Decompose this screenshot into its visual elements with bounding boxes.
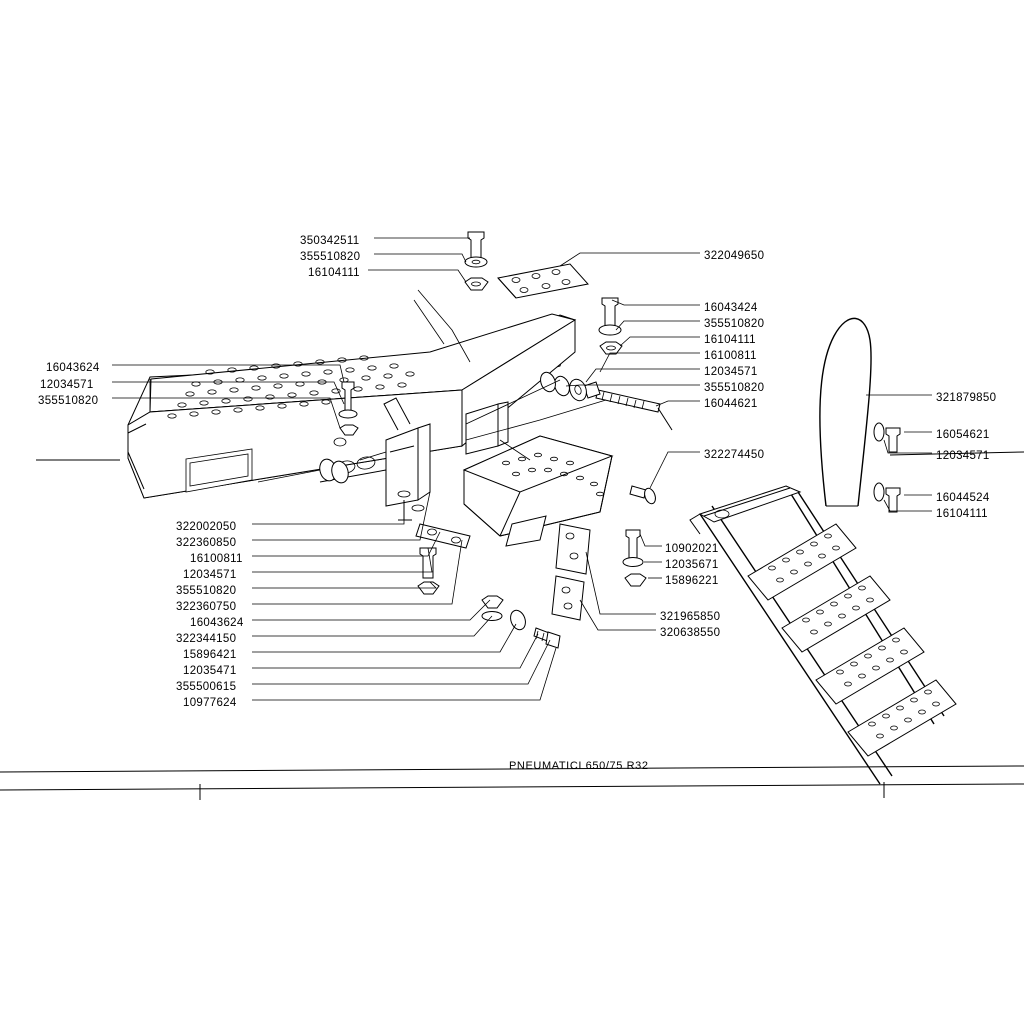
part-label: 12034571 [183, 569, 237, 581]
top-bolt-stack-icon [465, 232, 488, 290]
part-label: 10902021 [665, 543, 719, 555]
part-label: 16043624 [190, 617, 244, 629]
part-label: 322049650 [704, 250, 765, 262]
handrail-bolt-icon [874, 423, 900, 512]
mounting-strip-icon [498, 264, 588, 298]
part-label: 10977624 [183, 697, 237, 709]
part-label: 322274450 [704, 449, 765, 461]
part-label: 12034571 [704, 366, 758, 378]
part-label: 16044524 [936, 492, 990, 504]
part-label: 322002050 [176, 521, 237, 533]
part-label: 12035671 [665, 559, 719, 571]
side-bracket-icon [552, 524, 590, 620]
part-label: 16104111 [308, 267, 360, 279]
part-label: 15896421 [183, 649, 237, 661]
part-label: 12034571 [40, 379, 94, 391]
part-label: 322360750 [176, 601, 237, 613]
part-label: 321965850 [660, 611, 721, 623]
part-label: 322344150 [176, 633, 237, 645]
part-label: 355510820 [38, 395, 99, 407]
part-label: 16104111 [704, 334, 756, 346]
part-label: 12034571 [936, 450, 990, 462]
part-label: 350342511 [300, 235, 360, 247]
part-label: 355510820 [176, 585, 237, 597]
handrail-icon [820, 318, 871, 506]
part-label: 16043624 [46, 362, 100, 374]
part-label: 321879850 [936, 392, 997, 404]
ladder-icon [690, 486, 956, 784]
part-label: 355500615 [176, 681, 237, 693]
part-label: 16043424 [704, 302, 758, 314]
part-label: 355510820 [704, 382, 765, 394]
tire-spec-note: PNEUMATICI 650/75 R32 [509, 760, 649, 772]
part-label: 355510820 [300, 251, 361, 263]
part-label: 15896221 [665, 575, 719, 587]
part-label: 16104111 [936, 508, 988, 520]
part-label: 16100811 [190, 553, 243, 565]
part-label: 355510820 [704, 318, 765, 330]
part-label: 320638550 [660, 627, 721, 639]
part-label: 16044621 [704, 398, 758, 410]
part-label: 16100811 [704, 350, 757, 362]
part-label: 12035471 [183, 665, 237, 677]
part-label: 322360850 [176, 537, 237, 549]
part-label: 16054621 [936, 429, 990, 441]
